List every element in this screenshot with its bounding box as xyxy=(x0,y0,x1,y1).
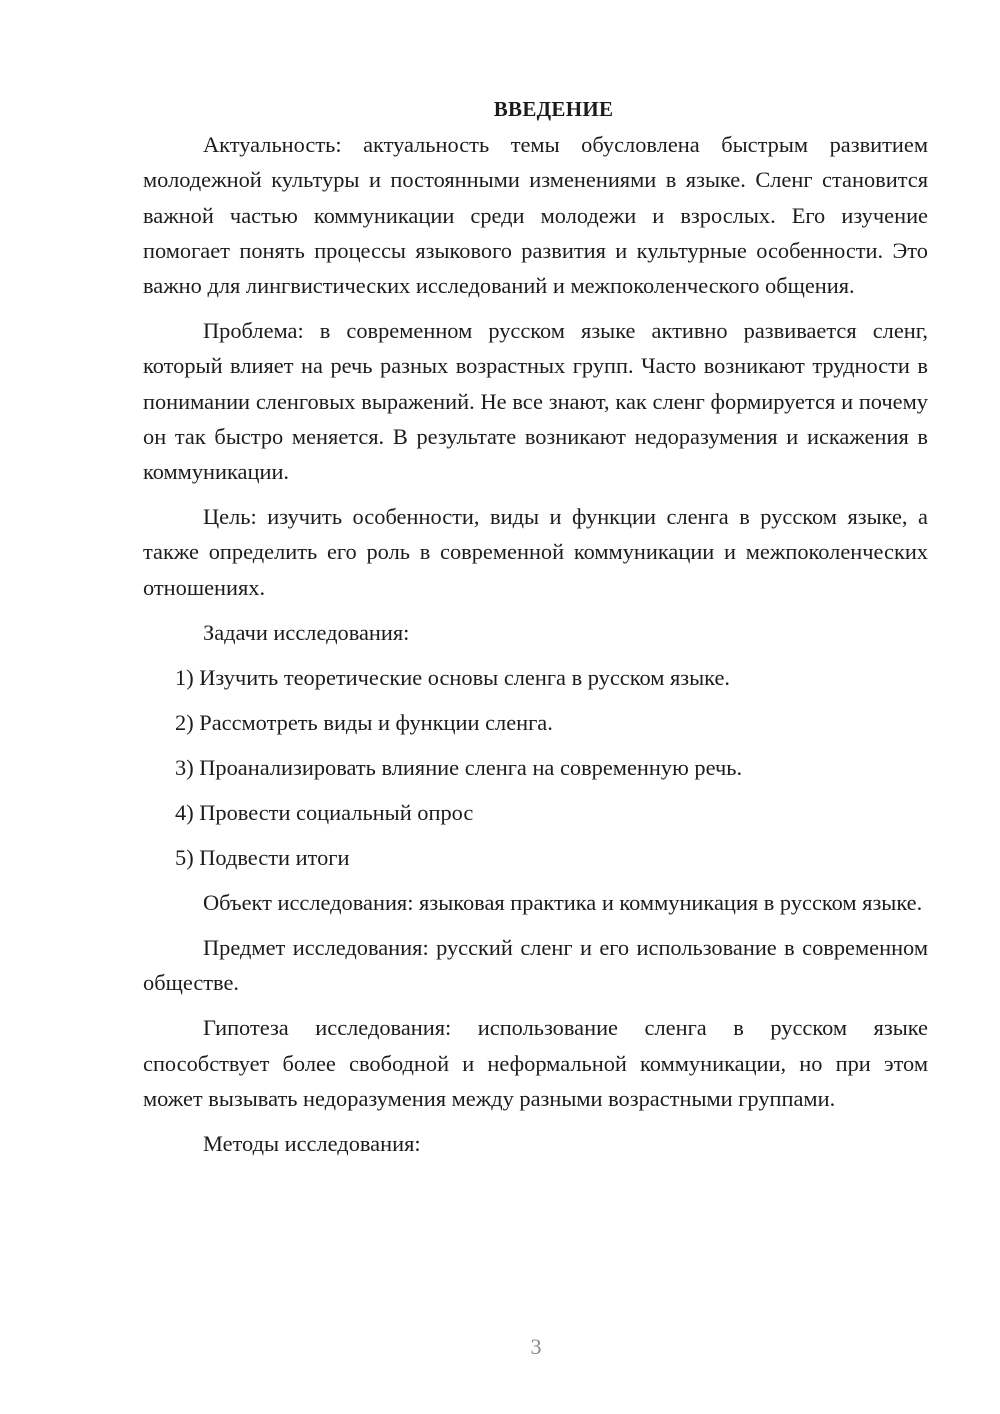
paragraph-tasks-intro: Задачи исследования: xyxy=(203,619,410,645)
list-item: 5) Подвести итоги xyxy=(175,844,350,870)
paragraph-hypothesis: Гипотеза исследования: использование сленга в русском языке способствует более свободной и неформальной коммуникации, но при этом может вызывать недоразумения между разными возрастными группами. xyxy=(143,1015,928,1111)
paragraph-methods-intro: Методы исследования: xyxy=(203,1131,421,1157)
section-heading: ВВЕДЕНИЕ xyxy=(493,97,614,121)
page-number: 3 xyxy=(530,1334,542,1359)
list-item: 2) Рассмотреть виды и функции сленга. xyxy=(175,709,553,735)
list-item: 1) Изучить теоретические основы сленга в русском языке. xyxy=(175,664,731,690)
paragraph-goal: Цель: изучить особенности, виды и функции сленга в русском языке, а также определить его роль в современной коммуникации и межпоколенческих отношениях. xyxy=(143,504,928,600)
page-content xyxy=(143,92,928,1161)
paragraph-relevance: Актуальность: актуальность темы обусловлена быстрым развитием молодежной культуры и постоянными изменениями в языке. Сленг становится важной частью коммуникации среди молодежи и взрослых. Его изучение помогает понять процессы языкового развития и культурные особенности. Это важно для лингвистических исследований и межпоколенческого общения. xyxy=(143,132,928,299)
list-item: 4) Провести социальный опрос xyxy=(175,799,474,825)
paragraph-object: Объект исследования: языковая практика и коммуникация в русском языке. xyxy=(203,889,923,915)
tasks-list xyxy=(143,660,928,875)
paragraph-subject: Предмет исследования: русский сленг и его использование в современном обществе. xyxy=(143,935,928,996)
paragraph-problem: Проблема: в современном русском языке активно развивается сленг, который влияет на речь разных возрастных групп. Часто возникают трудности в понимании сленговых выражений. Не все знают, как сленг формируется и почему он так быстро меняется. В результате возникают недоразумения и искажения в коммуникации. xyxy=(143,318,928,485)
list-item: 3) Проанализировать влияние сленга на современную речь. xyxy=(175,754,743,780)
